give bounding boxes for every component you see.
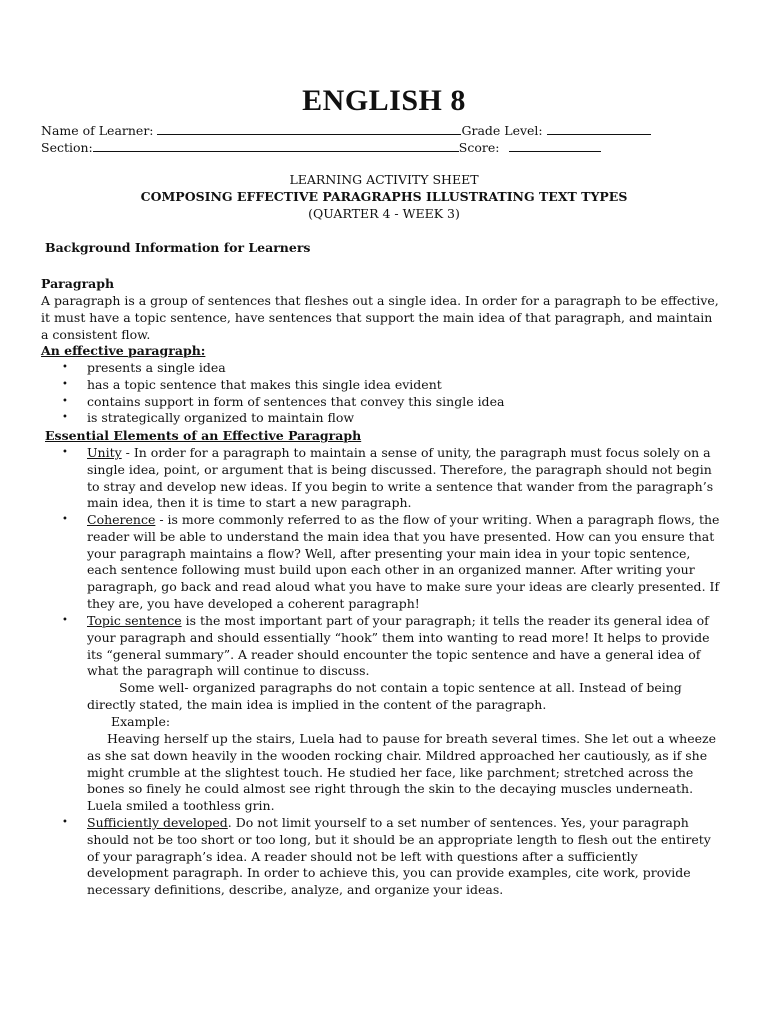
list-item: • is strategically organized to maintain flow xyxy=(62,410,355,426)
name-blank[interactable] xyxy=(157,122,461,135)
coherence-term: Coherence xyxy=(87,512,156,527)
name-grade-row xyxy=(41,122,651,138)
list-item-topic-sentence: • Topic sentence is the most important part of your paragraph; it tells the reader its general idea of your paragraph and should essentially “hook” them into wanting to read more! It helps to provide its “general summary”. A reader should encounter the topic sentence and have a general idea of what the paragraph will continue to discuss. xyxy=(62,613,710,679)
list-item-coherence: • Coherence - is more commonly referred to as the flow of your writing. When a paragraph flows, the reader will be able to understand the main idea that you have presented. How can you ensure that your paragraph maintains a flow? Well, after presenting your main idea in your topic sentence, each sentence following must build upon each other in an organized manner. After writing your paragraph, go back and read aloud what you have to make sure your ideas are clearly presented. If they are, you have developed a coherent paragraph! xyxy=(62,512,720,611)
unity-text: - In order for a paragraph to maintain a sense of unity, the paragraph must focus solely on a single idea, point, or argument that is being discussed. Therefore, the paragraph should not begin to stray and develop new ideas. If you begin to write a sentence that wander from the paragraph’s main idea, then it is time to start a new paragraph. xyxy=(87,445,714,511)
section-label: Section: xyxy=(41,140,93,155)
sufficient-term: Sufficiently developed xyxy=(87,815,228,830)
effective-list xyxy=(41,360,721,427)
paragraph-definition: A paragraph is a group of sentences that fleshes out a single idea. In order for a paragraph to be effective, it must have a topic sentence, have sentences that support the main idea of that paragraph, and maintain a consistent flow. xyxy=(41,293,719,342)
effective-heading: An effective paragraph: xyxy=(41,343,206,358)
list-item-sufficiently-developed: • Sufficiently developed. Do not limit yourself to a set number of sentences. Yes, your paragraph should not be too short or too long, but it should be an appropriate length to flesh out the entirety of your paragraph’s idea. A reader should not be left with questions after a sufficiently development paragraph. In order to achieve this, you can provide examples, cite work, provide necessary definitions, describe, analyze, and organize your ideas. xyxy=(62,815,711,898)
coherence-text: - is more commonly referred to as the flow of your writing. When a paragraph flows, the reader will be able to understand the main idea that you have presented. How can you ensure that your paragraph maintains a flow? Well, after presenting your main idea in your topic sentence, each sentence following must build upon each other in an organized manner. After writing your paragraph, go back and read aloud what you have to make sure your ideas are clearly presented. If they are, you have developed a coherent paragraph! xyxy=(87,512,720,611)
section-score-row xyxy=(41,139,601,155)
paragraph-heading: Paragraph xyxy=(41,276,115,291)
topic-text: is the most important part of your paragraph; it tells the reader its general idea of your paragraph and should essentially “hook” them into wanting to read more! It helps to provide its “general summary”. A reader should encounter the topic sentence and have a general idea of what the paragraph will continue to discuss. xyxy=(87,613,710,679)
example-label: Example: xyxy=(111,714,171,729)
elements-list xyxy=(41,445,721,680)
section-blank[interactable] xyxy=(93,139,459,152)
sufficient-text: . Do not limit yourself to a set number of sentences. Yes, your paragraph should not be too short or too long, but it should be an appropriate length to flesh out the entirety of your paragraph’s idea. A reader should not be left with questions after a sufficiently development paragraph. In order to achieve this, you can provide examples, cite work, provide necessary definitions, describe, analyze, and organize your ideas. xyxy=(87,815,711,898)
topic-term: Topic sentence xyxy=(87,613,182,628)
name-label: Name of Learner: xyxy=(41,123,154,138)
score-label: Score: xyxy=(458,140,500,155)
list-item-unity: • Unity - In order for a paragraph to maintain a sense of unity, the paragraph must focus solely on a single idea, point, or argument that is being discussed. Therefore, the paragraph should not begin to stray and develop new ideas. If you begin to write a sentence that wander from the paragraph’s main idea, then it is time to start a new paragraph. xyxy=(62,445,714,511)
grade-label: Grade Level: xyxy=(461,123,543,138)
sheet-quarter: (QUARTER 4 - WEEK 3) xyxy=(308,206,460,221)
example-text: Heaving herself up the stairs, Luela had to pause for breath several times. She let out a wheeze as she sat down heavily in the wooden rocking chair. Mildred approached her cautiously, as if she might crumble at the slightest touch. He studied her face, like parchment; stretched across the bones so finely he could almost see right through the skin to the decaying muscles underneath. Luela smiled a toothless grin. xyxy=(87,731,717,814)
grade-blank[interactable] xyxy=(547,122,651,135)
background-heading: Background Information for Learners xyxy=(45,240,311,255)
elements-heading: Essential Elements of an Effective Paragraph xyxy=(45,428,362,443)
page-title: ENGLISH 8 xyxy=(302,84,466,117)
list-item: • has a topic sentence that makes this single idea evident xyxy=(62,376,442,392)
list-item: • contains support in form of sentences that convey this single idea xyxy=(62,393,505,409)
score-blank[interactable] xyxy=(509,139,601,152)
elements-list-continued xyxy=(41,815,721,899)
unity-term: Unity xyxy=(87,445,122,460)
list-item: • presents a single idea xyxy=(62,360,226,375)
sheet-type: LEARNING ACTIVITY SHEET xyxy=(289,172,479,187)
sheet-topic: COMPOSING EFFECTIVE PARAGRAPHS ILLUSTRATING TEXT TYPES xyxy=(140,189,628,204)
implied-topic-text: Some well- organized paragraphs do not contain a topic sentence at all. Instead of being directly stated, the main idea is implied in the content of the paragraph. xyxy=(87,680,682,712)
